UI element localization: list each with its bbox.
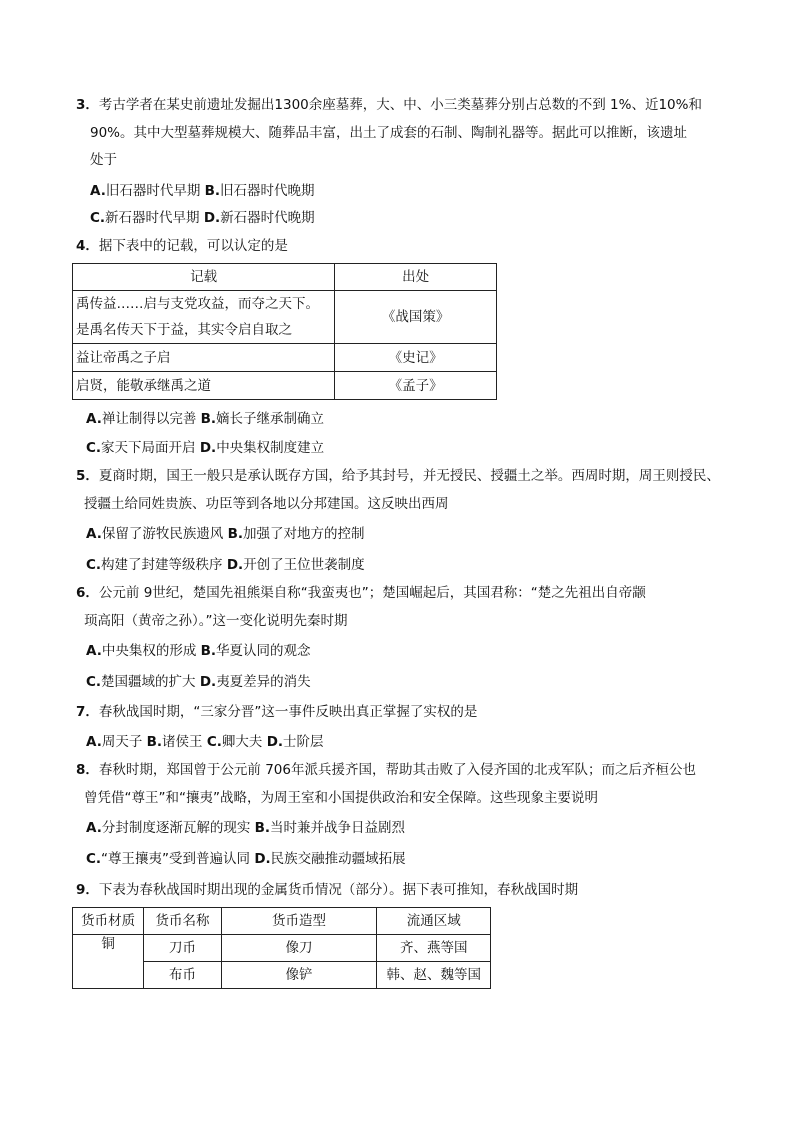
table-header-row <box>73 264 497 291</box>
q4-options-row1 <box>86 410 324 428</box>
table-cell-material: 铜 <box>73 935 144 989</box>
table-header-cell: 货币名称 <box>144 908 221 935</box>
table-cell-shape: 像刀 <box>221 935 377 962</box>
q8-stem-line2: 曾凭借“尊王”和“攘夷”战略，为周王室和小国提供政治和安全保障。这些现象主要说明 <box>84 790 598 806</box>
q5-stem-line1: 5．夏商时期，国王一般只是承认既存方国，给予其封号，并无授民、授疆土之举。西周时期，周王则授民、 <box>76 468 720 484</box>
q5-options-row2 <box>86 556 365 574</box>
table-header-cell: 流通区域 <box>377 908 491 935</box>
q6-option-b[interactable]: B.华夏认同的观念 <box>200 643 311 659</box>
table-header-row <box>73 908 491 935</box>
q8-option-d[interactable]: D.民族交融推动疆域拓展 <box>254 851 406 867</box>
q3-options-row1 <box>90 182 315 200</box>
q3-option-b[interactable]: B.旧石器时代晚期 <box>204 183 315 199</box>
q4-option-b[interactable]: B.嫡长子继承制确立 <box>200 411 325 427</box>
table-header-cell: 货币造型 <box>221 908 377 935</box>
q5-option-a[interactable]: A.保留了游牧民族遗风 <box>86 526 228 542</box>
q3-options-row2 <box>90 209 315 227</box>
q4-option-d[interactable]: D.中央集权制度建立 <box>199 440 325 456</box>
table-row <box>73 291 497 344</box>
q5-option-c[interactable]: C.构建了封建等级秩序 <box>86 557 227 573</box>
table-cell-shape: 像铲 <box>221 962 377 989</box>
q4-option-a[interactable]: A.禅让制得以完善 <box>86 411 201 427</box>
q6-stem-line1: 6．公元前 9世纪，楚国先祖熊渠自称“我蛮夷也”；楚国崛起后，其国君称：“楚之先祖出自帝颛 <box>76 585 646 601</box>
q8-options-row2 <box>86 850 406 868</box>
q7-option-a[interactable]: A.周天子 <box>86 734 147 750</box>
q7-option-c[interactable]: C.卿大夫 <box>206 734 267 750</box>
q8-stem-line1: 8．春秋时期，郑国曾于公元前 706年派兵援齐国，帮助其击败了入侵齐国的北戎军队；而之后齐桓公也 <box>76 762 696 778</box>
q6-options-row1 <box>86 642 311 660</box>
table-cell-record: 启贤，能敬承继禹之道 <box>73 372 335 400</box>
q8-option-b[interactable]: B.当时兼并战争日益剧烈 <box>254 820 406 836</box>
table-cell-record: 益让帝禹之子启 <box>73 344 335 372</box>
q5-stem-line2: 授疆土给同姓贵族、功臣等到各地以分邦建国。这反映出西周 <box>84 496 449 512</box>
table-cell-record: 禹传益……启与支党攻益，而夺之天下。 是禹名传天下于益，其实令启自取之 <box>73 291 335 344</box>
q3-stem-line2: 90%。其中大型墓葬规模大、随葬品丰富，出土了成套的石制、陶制礼器等。据此可以推断，该遗址 <box>90 125 688 141</box>
q8-option-c[interactable]: C.“尊王攘夷”受到普遍认同 <box>86 851 255 867</box>
q8-options-row1 <box>86 819 405 837</box>
q6-option-c[interactable]: C.楚国疆域的扩大 <box>86 674 200 690</box>
table-cell-name: 刀币 <box>144 935 221 962</box>
q9-table <box>72 907 491 989</box>
table-cell-source: 《孟子》 <box>335 372 497 400</box>
table-cell-name: 布币 <box>144 962 221 989</box>
table-cell-region: 齐、燕等国 <box>377 935 491 962</box>
q7-option-d[interactable]: D.士阶层 <box>266 734 324 750</box>
q3-option-c[interactable]: C.新石器时代早期 <box>90 210 204 226</box>
q4-option-c[interactable]: C.家天下局面开启 <box>86 440 200 456</box>
q8-option-a[interactable]: A.分封制度逐渐瓦解的现实 <box>86 820 255 836</box>
table-cell-source: 《史记》 <box>335 344 497 372</box>
table-header-cell: 货币材质 <box>73 908 144 935</box>
q3-option-a[interactable]: A.旧石器时代早期 <box>90 183 205 199</box>
q5-option-b[interactable]: B.加强了对地方的控制 <box>227 526 365 542</box>
q5-option-d[interactable]: D.开创了王位世袭制度 <box>226 557 365 573</box>
q3-stem-line3: 处于 <box>90 152 117 168</box>
table-row <box>73 935 491 962</box>
table-header-cell: 记载 <box>73 264 335 291</box>
q6-option-d[interactable]: D.夷夏差异的消失 <box>199 674 311 690</box>
q4-options-row2 <box>86 439 324 457</box>
q4-table <box>72 263 497 400</box>
q9-stem-line1: 9．下表为春秋战国时期出现的金属货币情况（部分）。据下表可推知，春秋战国时期 <box>76 882 579 898</box>
q6-options-row2 <box>86 673 311 691</box>
q4-stem-line1: 4．据下表中的记载，可以认定的是 <box>76 238 288 254</box>
q5-options-row1 <box>86 525 365 543</box>
q3-option-d[interactable]: D.新石器时代晚期 <box>203 210 315 226</box>
q7-stem-line1: 7．春秋战国时期，“三家分晋”这一事件反映出真正掌握了实权的是 <box>76 704 478 720</box>
q6-stem-line2: 顼高阳（黄帝之孙）。”这一变化说明先秦时期 <box>84 613 348 629</box>
table-cell-region: 韩、赵、魏等国 <box>377 962 491 989</box>
table-row <box>73 344 497 372</box>
q7-options-row <box>86 733 324 751</box>
q3-stem-line1: 3．考古学者在某史前遗址发掘出1300余座墓葬，大、中、小三类墓葬分别占总数的不到 1%、近10%和 <box>76 97 702 113</box>
q6-option-a[interactable]: A.中央集权的形成 <box>86 643 201 659</box>
table-cell-source: 《战国策》 <box>335 291 497 344</box>
table-header-cell: 出处 <box>335 264 497 291</box>
q7-option-b[interactable]: B.诸侯王 <box>146 734 207 750</box>
table-row <box>73 372 497 400</box>
